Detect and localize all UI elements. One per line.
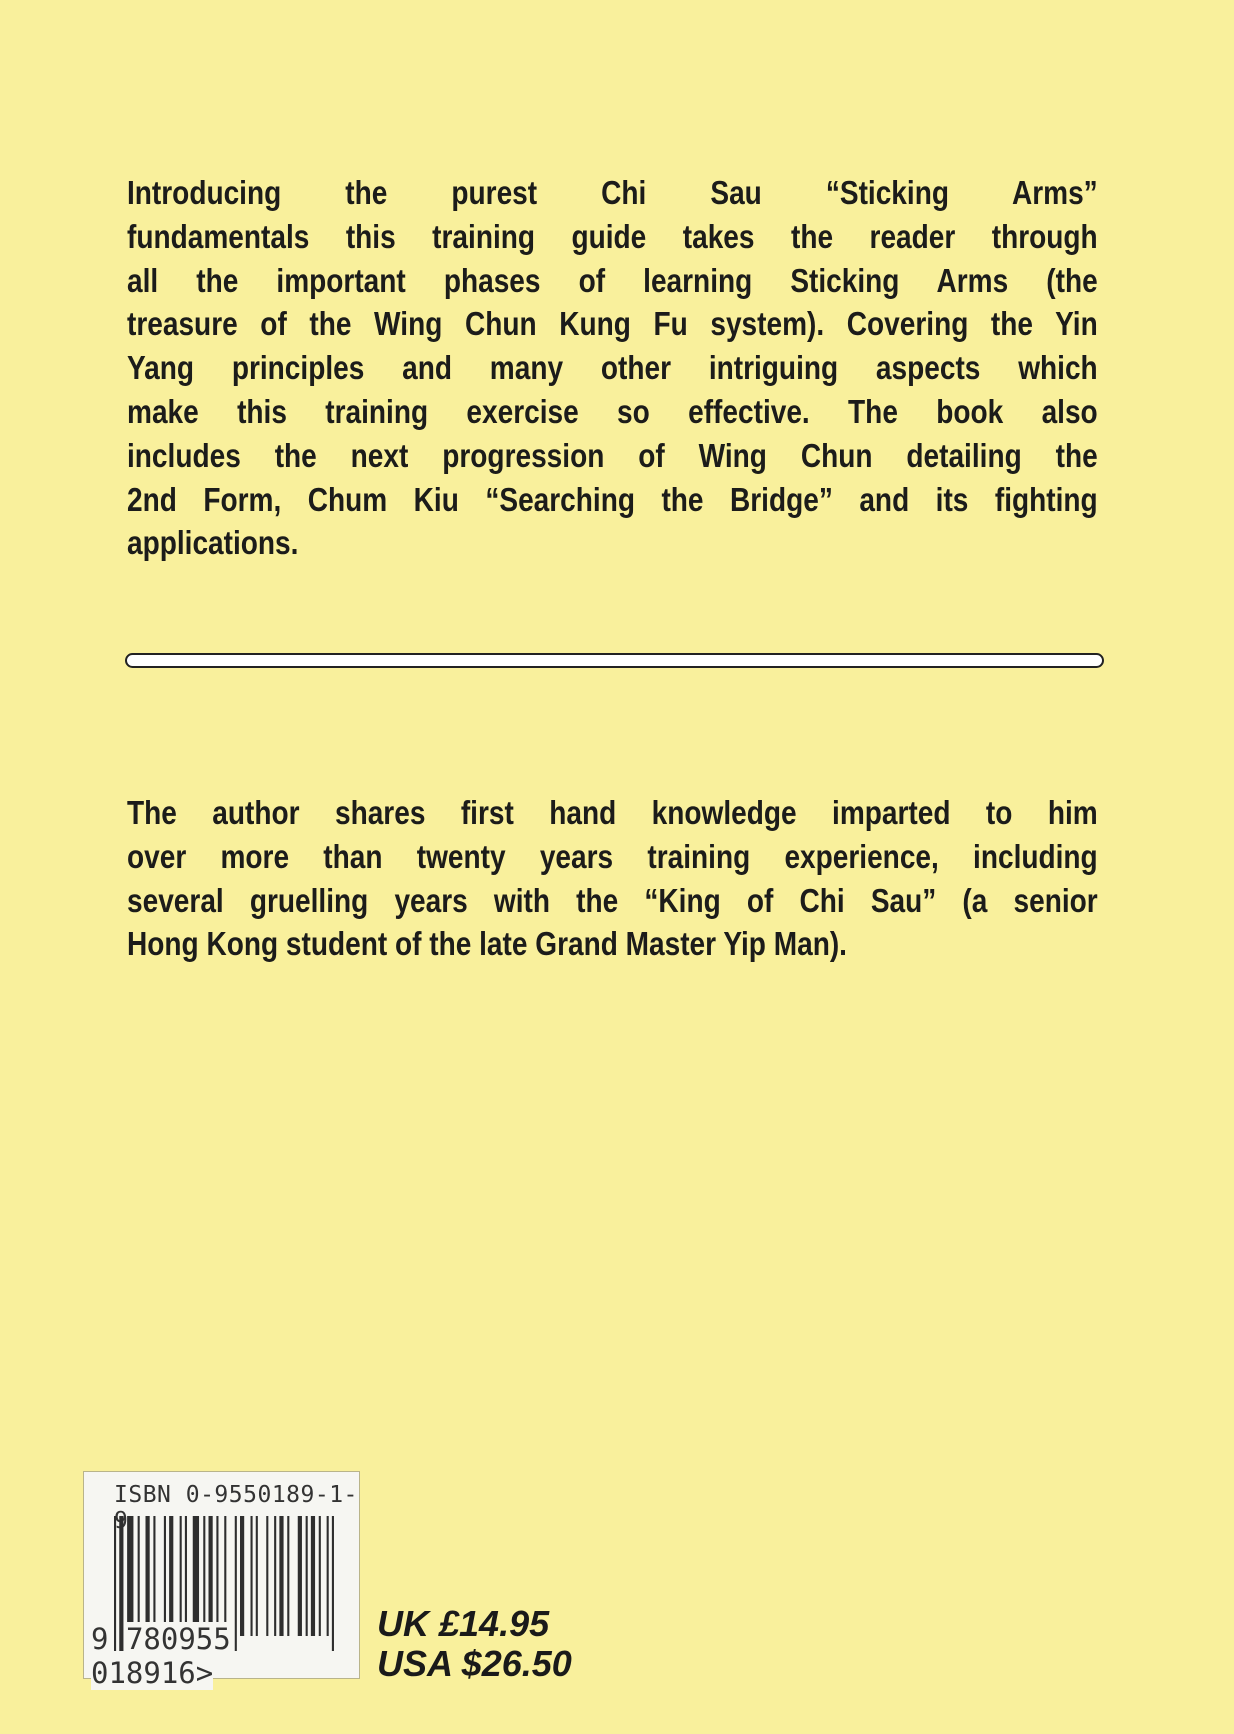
text-line: fundamentals this training guide takes the reader through [127, 217, 1098, 255]
barcode-bar [146, 1516, 150, 1636]
text-line: Introducing the purest Chi Sau “Sticking Arms” [127, 174, 1098, 211]
text-line: treasure of the Wing Chun Kung Fu system). Covering the Yin [127, 305, 1098, 343]
barcode-bar [203, 1516, 205, 1636]
ean-arrow: > [195, 1656, 214, 1690]
text-line: Hong Kong student of the late Grand Master Yip Man). [127, 925, 847, 963]
barcode-bar [209, 1516, 213, 1636]
text-line: several gruelling years with the “King of Chi Sau” (a senior [127, 881, 1098, 919]
divider-bar [125, 653, 1104, 668]
barcode-bar [169, 1516, 173, 1636]
text-line: Yang principles and many other intriguing aspects which [127, 349, 1098, 387]
text-line: all the important phases of learning Sticking Arms (the [127, 261, 1098, 299]
text-line: applications. [127, 524, 299, 562]
barcode-bar [319, 1516, 321, 1636]
ean-left-digits: 780955 [125, 1622, 231, 1656]
barcode-bar [274, 1516, 276, 1636]
barcode-bar [266, 1516, 268, 1636]
barcode-bar [153, 1516, 155, 1636]
barcode-bar [298, 1516, 302, 1636]
text-line: includes the next progression of Wing Chun detailing the [127, 436, 1098, 474]
price-usa: USA $26.50 [377, 1643, 572, 1684]
price-uk: UK £14.95 [377, 1603, 550, 1644]
barcode-bar [251, 1516, 253, 1636]
isbn-barcode [83, 1471, 360, 1690]
barcode-bar [180, 1516, 182, 1636]
text-line: The author shares first hand knowledge imparted to him [127, 794, 1098, 831]
barcode-bar [185, 1516, 187, 1636]
barcode-bar [164, 1516, 166, 1636]
author-paragraph [127, 791, 1098, 966]
barcode-bar [240, 1516, 244, 1636]
barcode-bar [138, 1516, 140, 1636]
ean-right-digits: 018916 [91, 1656, 196, 1690]
barcode-bar [311, 1516, 315, 1636]
barcode-bar [279, 1516, 283, 1636]
ean-first-digit: 9 [91, 1622, 109, 1656]
barcode-bar [287, 1516, 289, 1636]
text-line: make this training exercise so effective. The book also [127, 392, 1098, 430]
barcode-bar [216, 1516, 218, 1636]
barcode-bar [306, 1516, 308, 1636]
intro-paragraph [127, 171, 1098, 565]
barcode-bar [256, 1516, 258, 1636]
barcode-bar [327, 1516, 329, 1636]
ean-digits [91, 1622, 359, 1690]
text-line: over more than twenty years training experience, including [127, 837, 1098, 875]
text-line: 2nd Form, Chum Kiu “Searching the Bridge” and its fighting [127, 480, 1098, 518]
barcode-bar [193, 1516, 199, 1636]
isbn-number: ISBN 0-9550189-1- [114, 1482, 358, 1508]
barcode-bar [127, 1516, 133, 1636]
